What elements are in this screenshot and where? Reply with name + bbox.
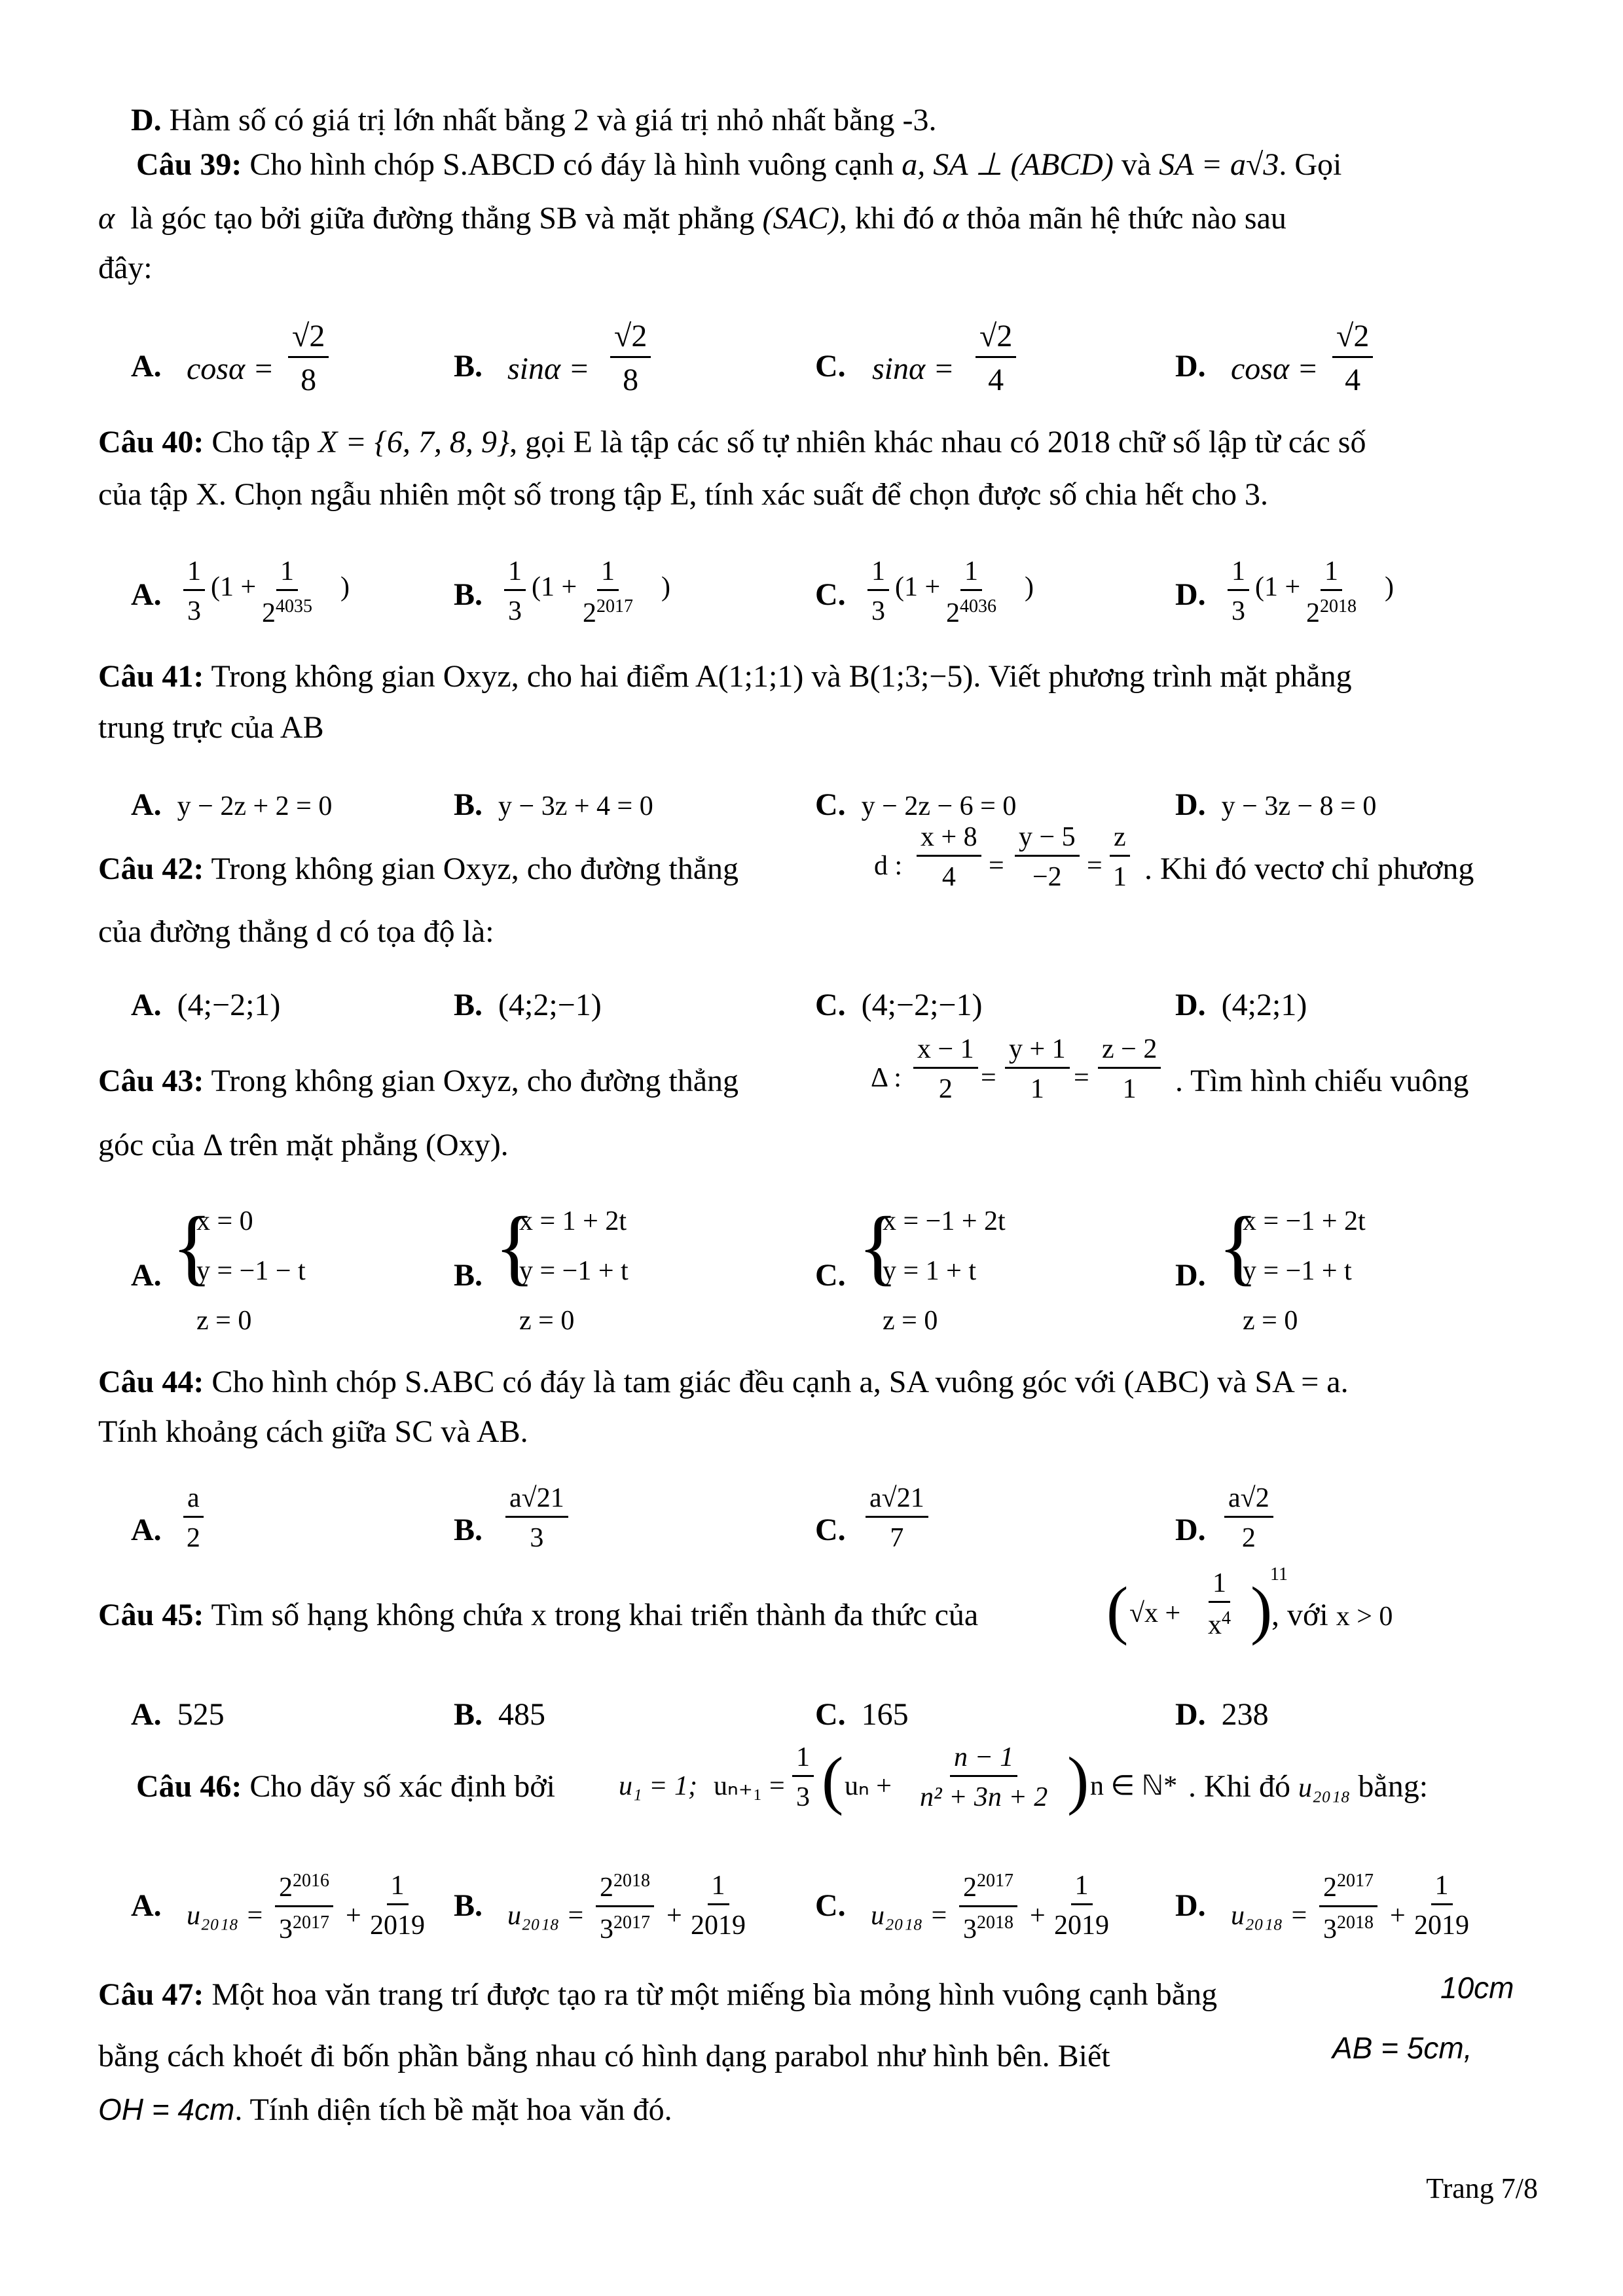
q43-frac2: $\frac{y + 1}{1}$ — [1005, 1035, 1070, 1103]
question-42-line2: của đường thẳng d có tọa độ là: — [98, 914, 494, 949]
q40-c-frac1: $\frac{1}{3}$ — [867, 558, 889, 625]
question-44-line2: Tính khoảng cách giữa SC và AB. — [98, 1414, 528, 1449]
q42-eq2: = — [1087, 851, 1103, 881]
question-43-label: Câu 43: Trong không gian Oxyz, cho đường thẳng — [98, 1064, 739, 1098]
q43-b-system: x = 1 + 2t y = −1 + t z = 0 — [519, 1206, 629, 1336]
q46-a-lhs: u₂₀₁₈ = — [187, 1901, 264, 1931]
q45-paren-open: ( — [1106, 1573, 1129, 1646]
q45-d: D. 238 — [1175, 1697, 1269, 1732]
q46-paren-open: ( — [822, 1744, 844, 1816]
q46-un1: uₙ₊₁ = — [714, 1771, 785, 1801]
q44-a-frac: $\frac{a}{2}$ — [183, 1484, 204, 1552]
q46-c-plus: + — [1030, 1901, 1046, 1931]
q43-frac3: $\frac{z - 2}{1}$ — [1098, 1035, 1161, 1103]
q46-paren-close: ) — [1067, 1744, 1089, 1816]
q40-d-paren: (1 + — [1255, 572, 1301, 602]
q46-c-frac1: $\frac{2^{2017}}{3^{2018}}$ — [959, 1872, 1017, 1943]
q46-frac2: $\frac{n - 1}{\text{n² + 3n + 2}}$ — [920, 1742, 1048, 1812]
question-41-line1: Câu 41: Trong không gian Oxyz, cho hai điểm A(1;1;1) và B(1;3;−5). Viết phương trình mặt phẳng — [98, 659, 1352, 694]
q43-b-label: B. — [454, 1258, 483, 1293]
q46-c-frac2: $\frac{1}{2019}$ — [1054, 1871, 1109, 1941]
q45-frac: $\frac{1}{x^4}$ — [1208, 1568, 1231, 1640]
q39-c-frac: $\frac{√2}{4}$ — [976, 321, 1016, 396]
q44-c-frac: $\frac{a√21}{7}$ — [866, 1484, 928, 1552]
q40-c-paren-close: ) — [1025, 572, 1034, 602]
q46-d-label: D. — [1175, 1888, 1206, 1923]
q43-a-label: A. — [131, 1258, 162, 1293]
q44-d-label: D. — [1175, 1513, 1206, 1547]
q41-c: C. y − 2z − 6 = 0 — [815, 787, 1017, 822]
q40-d-paren-close: ) — [1385, 572, 1394, 602]
question-47-line1: Câu 47: Một hoa văn trang trí được tạo ra từ một miếng bìa mỏng hình vuông cạnh bằng — [98, 1977, 1218, 2012]
q43-c-label: C. — [815, 1258, 846, 1293]
q46-nN: n ∈ ℕ* — [1090, 1771, 1178, 1801]
q45-exponent: 11 — [1270, 1564, 1288, 1585]
q39-d-label: D. — [1175, 349, 1206, 384]
q40-b-paren: (1 + — [532, 572, 577, 602]
q44-a-label: A. — [131, 1513, 162, 1547]
q42-b: B. (4;2;−1) — [454, 988, 602, 1022]
q46-b-label: B. — [454, 1888, 483, 1923]
q41-b: B. y − 3z + 4 = 0 — [454, 787, 653, 822]
q45-a: A. 525 — [131, 1697, 225, 1732]
q46-d-frac2: $\frac{1}{2019}$ — [1414, 1871, 1469, 1941]
q42-tail: . Khi đó vectơ chỉ phương — [1144, 852, 1474, 886]
q46-d-frac1: $\frac{2^{2017}}{3^{2018}}$ — [1319, 1872, 1377, 1943]
q43-eq2: = — [1074, 1063, 1089, 1093]
q40-a-paren-close: ) — [340, 572, 350, 602]
q41-a: A. y − 2z + 2 = 0 — [131, 787, 333, 822]
q46-a-frac1: $\frac{2^{2016}}{3^{2017}}$ — [275, 1872, 333, 1943]
q43-a-brace: { — [172, 1200, 213, 1294]
q42-c: C. (4;−2;−1) — [815, 988, 983, 1022]
q45-base: √x + — [1129, 1598, 1181, 1628]
q43-c-system: x = −1 + 2t y = 1 + t z = 0 — [883, 1206, 1006, 1336]
q40-b-label: B. — [454, 577, 483, 612]
q46-a-frac2: $\frac{1}{2019}$ — [370, 1871, 425, 1941]
q40-d-frac1: $\frac{1}{3}$ — [1228, 558, 1249, 625]
q39-c-lhs: sinα = — [872, 351, 955, 386]
q46-b-frac2: $\frac{1}{2019}$ — [691, 1871, 746, 1941]
q47-ab: AB = 5cm, — [1332, 2031, 1472, 2065]
q44-d-frac: $\frac{a√2}{2}$ — [1224, 1484, 1273, 1552]
q43-d-label: D. — [1175, 1258, 1206, 1293]
q46-a-plus: + — [346, 1901, 361, 1931]
q40-d-label: D. — [1175, 577, 1206, 612]
question-39-line3: đây: — [98, 251, 153, 285]
q39-a-lhs: cosα = — [187, 351, 274, 386]
q46-b-lhs: u₂₀₁₈ = — [507, 1901, 585, 1931]
q46-frac1: $\frac{1}{3}$ — [792, 1744, 814, 1811]
q45-tail: , với x > 0 — [1271, 1598, 1393, 1632]
q46-c-lhs: u₂₀₁₈ = — [871, 1901, 949, 1931]
q40-c-label: C. — [815, 577, 846, 612]
question-39-line1: Câu 39: Cho hình chóp S.ABCD có đáy là hình vuông cạnh a, SA ⊥ (ABCD) và SA = a√3. Gọi — [136, 147, 1342, 182]
q46-u1: u₁ = 1; — [619, 1771, 697, 1801]
q39-d-frac: $\frac{√2}{4}$ — [1332, 321, 1373, 396]
q45-paren-close: ) — [1250, 1573, 1273, 1646]
q40-d-frac2: $\frac{1}{2^{2018}}$ — [1306, 556, 1357, 628]
question-40-line2: của tập X. Chọn ngẫu nhiên một số trong tập E, tính xác suất để chọn được số chia hết cho 3. — [98, 477, 1268, 512]
q43-c-brace: { — [858, 1200, 899, 1294]
q45-b: B. 485 — [454, 1697, 546, 1732]
question-47-line2: bằng cách khoét đi bốn phần bằng nhau có hình dạng parabol như hình bên. Biết — [98, 2039, 1110, 2073]
q43-b-brace: { — [494, 1200, 536, 1294]
q46-mid: . Khi đó u₂₀₁₈ bằng: — [1188, 1769, 1429, 1804]
question-42-label: Câu 42: Trong không gian Oxyz, cho đường thẳng — [98, 852, 739, 886]
q42-eq1: = — [989, 851, 1004, 881]
q40-c-frac2: $\frac{1}{2^{4036}}$ — [946, 556, 996, 628]
q40-b-frac2: $\frac{1}{2^{2017}}$ — [583, 556, 633, 628]
q46-b-plus: + — [666, 1901, 682, 1931]
q46-a-label: A. — [131, 1888, 162, 1923]
q42-frac2: $\frac{y - 5}{-2}$ — [1015, 823, 1080, 891]
q40-a-frac1: $\frac{1}{3}$ — [183, 558, 205, 625]
q42-frac1: $\frac{x + 8}{4}$ — [917, 823, 981, 891]
q39-c-label: C. — [815, 349, 846, 384]
q46-un: uₙ + — [845, 1771, 892, 1801]
q39-b-frac: $\frac{√2}{8}$ — [610, 321, 651, 396]
question-40-line1: Câu 40: Cho tập X = {6, 7, 8, 9}, gọi E là tập các số tự nhiên khác nhau có 2018 chữ số lập từ các số — [98, 425, 1366, 459]
q43-d-brace: { — [1218, 1200, 1259, 1294]
q42-d-label: d : — [874, 851, 903, 881]
q40-a-paren: (1 + — [211, 572, 257, 602]
q39-a-frac: $\frac{√2}{8}$ — [288, 321, 329, 396]
q39-b-label: B. — [454, 349, 483, 384]
q43-d-system: x = −1 + 2t y = −1 + t z = 0 — [1243, 1206, 1366, 1336]
q40-b-paren-close: ) — [661, 572, 670, 602]
q44-b-frac: $\frac{a√21}{3}$ — [505, 1484, 568, 1552]
q43-delta: Δ : — [871, 1063, 902, 1093]
q45-c: C. 165 — [815, 1697, 909, 1732]
question-46-label: Câu 46: Cho dãy số xác định bởi — [136, 1769, 556, 1804]
q39-d-lhs: cosα = — [1231, 351, 1319, 386]
q43-a-system: x = 0 y = −1 − t z = 0 — [196, 1206, 306, 1336]
q43-frac1: $\frac{x - 1}{2}$ — [913, 1035, 978, 1103]
question-41-line2: trung trực của AB — [98, 710, 324, 745]
page-number: Trang 7/8 — [1426, 2172, 1538, 2204]
q41-d: D. y − 3z − 8 = 0 — [1175, 787, 1377, 822]
q46-c-label: C. — [815, 1888, 846, 1923]
q46-d-lhs: u₂₀₁₈ = — [1231, 1901, 1309, 1931]
q44-c-label: C. — [815, 1513, 846, 1547]
q42-frac3: $\frac{z}{1}$ — [1110, 823, 1130, 891]
q46-d-plus: + — [1390, 1901, 1406, 1931]
q40-b-frac1: $\frac{1}{3}$ — [504, 558, 526, 625]
q42-d: D. (4;2;1) — [1175, 988, 1307, 1022]
q39-b-lhs: sinα = — [507, 351, 590, 386]
answer-d-q38: D. Hàm số có giá trị lớn nhất bằng 2 và giá trị nhỏ nhất bằng -3. — [131, 103, 937, 137]
q42-a: A. (4;−2;1) — [131, 988, 281, 1022]
q47-10cm: 10cm — [1440, 1971, 1514, 2005]
question-45-line1: Câu 45: Tìm số hạng không chứa x trong khai triển thành đa thức của — [98, 1598, 979, 1632]
q43-tail: . Tìm hình chiếu vuông — [1175, 1064, 1469, 1098]
q40-a-frac2: $\frac{1}{2^{4035}}$ — [262, 556, 312, 628]
question-39-line2: α là góc tạo bởi giữa đường thẳng SB và mặt phẳng (SAC), khi đó α thỏa mãn hệ thức nào sau — [98, 201, 1286, 236]
q44-b-label: B. — [454, 1513, 483, 1547]
question-47-line3: OH = 4cm. Tính diện tích bề mặt hoa văn đó. — [98, 2092, 672, 2127]
q46-b-frac1: $\frac{2^{2018}}{3^{2017}}$ — [596, 1872, 654, 1943]
q43-eq1: = — [981, 1063, 996, 1093]
q39-a-label: A. — [131, 349, 162, 384]
question-43-line2: góc của Δ trên mặt phẳng (Oxy). — [98, 1128, 509, 1162]
question-44-line1: Câu 44: Cho hình chóp S.ABC có đáy là tam giác đều cạnh a, SA vuông góc với (ABC) và SA = a. — [98, 1365, 1349, 1399]
q40-c-paren: (1 + — [895, 572, 941, 602]
q40-a-label: A. — [131, 577, 162, 612]
